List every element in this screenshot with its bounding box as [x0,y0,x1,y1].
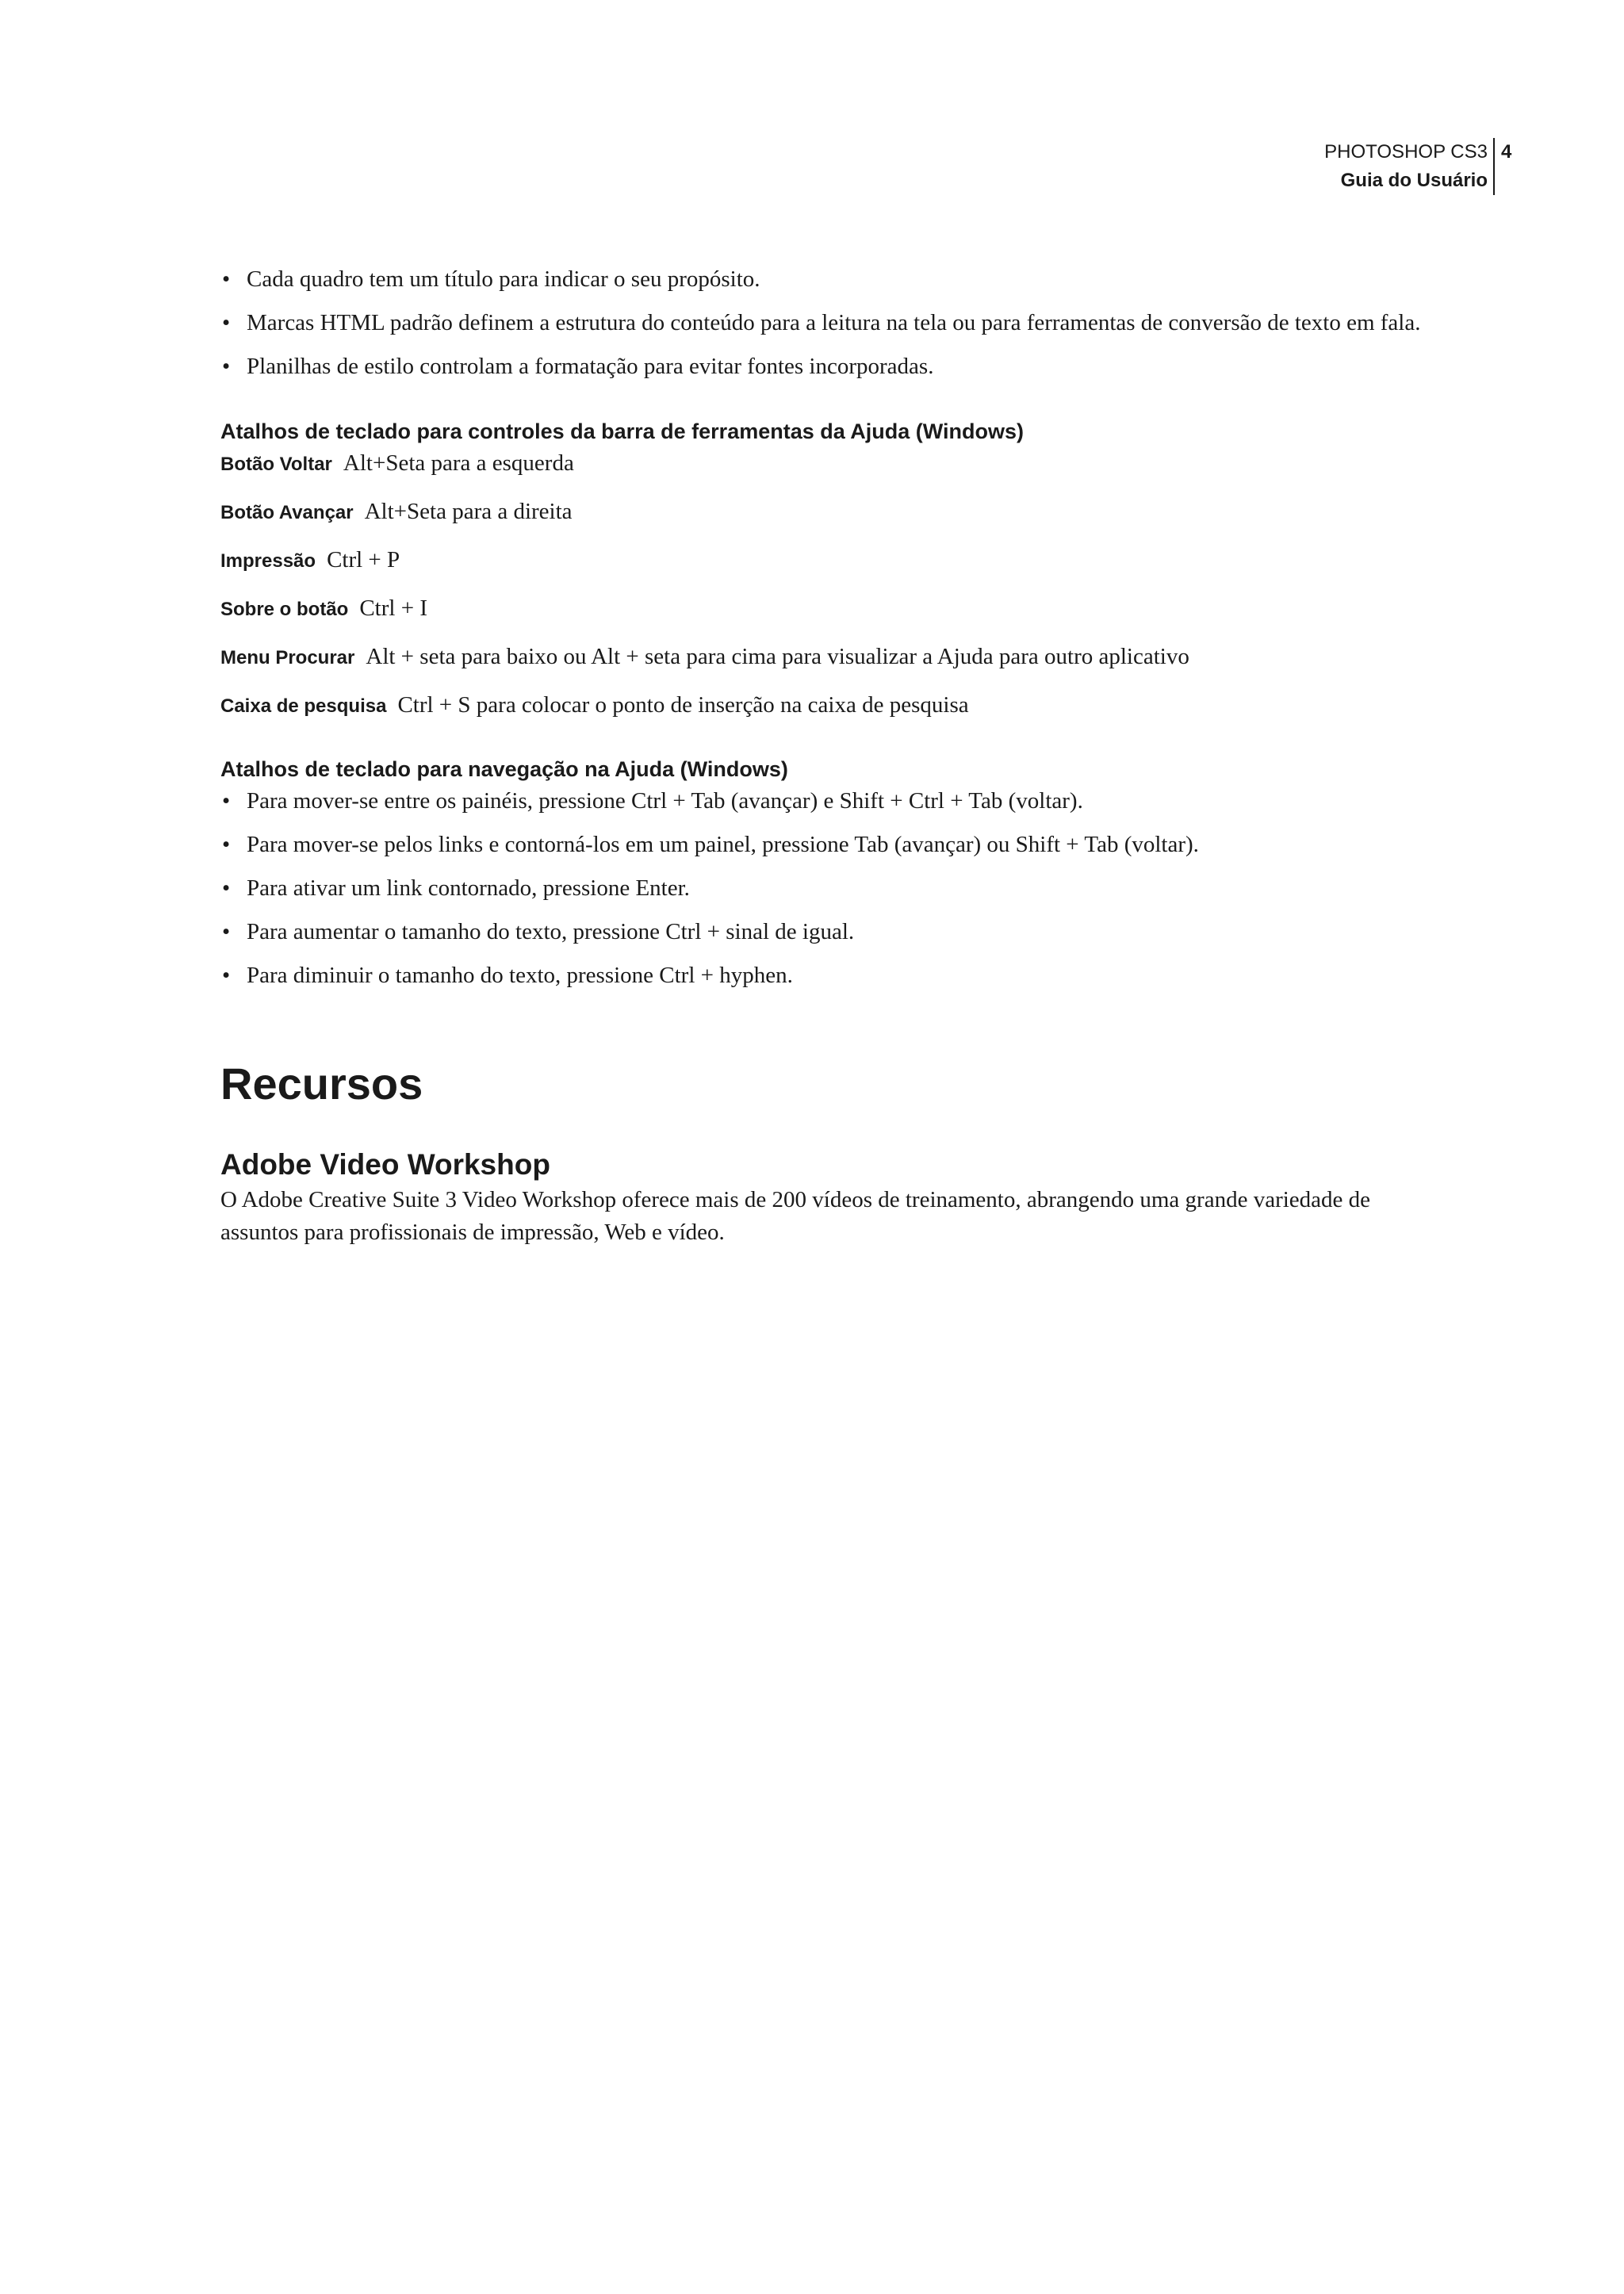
shortcut-key: Menu Procurar [220,647,355,668]
running-header [0,138,1624,198]
intro-bullet-list [220,263,1426,383]
navigation-bullet-item: • Para ativar um link contornado, pressione Enter. [220,872,1426,905]
intro-bullet-item: • Marcas HTML padrão definem a estrutura do conteúdo para a leitura na tela ou para ferramentas de conversão de texto em fala. [220,307,1426,339]
toolbar-shortcuts-heading: Atalhos de teclado para controles da barra de ferramentas da Ajuda (Windows) [220,419,1024,443]
header-divider [1493,138,1495,195]
header-text-block [1324,138,1488,195]
header-guide-name: Guia do Usuário [1340,170,1488,191]
shortcut-description: Alt+Seta para a direita [364,499,573,524]
navigation-bullet-item: • Para diminuir o tamanho do texto, pressione Ctrl + hyphen. [220,959,1426,992]
page-number: 4 [1501,141,1512,163]
shortcut-row [220,641,1426,674]
shortcut-key: Sobre o botão [220,599,349,620]
navigation-shortcuts-heading: Atalhos de teclado para navegação na Ajuda (Windows) [220,757,788,781]
shortcut-row [220,544,1426,577]
subsection-title: Adobe Video Workshop [220,1148,550,1181]
shortcut-key: Botão Avançar [220,502,354,523]
header-product-name: PHOTOSHOP CS3 [1324,141,1488,163]
shortcut-key: Impressão [220,550,316,572]
shortcut-key: Caixa de pesquisa [220,695,387,717]
section-title: Recursos [220,1059,423,1109]
navigation-bullet-item: • Para aumentar o tamanho do texto, pressione Ctrl + sinal de igual. [220,916,1426,948]
shortcut-row [220,689,1426,722]
navigation-bullet-item: • Para mover-se pelos links e contorná-los em um painel, pressione Tab (avançar) ou Shift + Tab (voltar). [220,829,1426,861]
body-paragraph: O Adobe Creative Suite 3 Video Workshop oferece mais de 200 vídeos de treinamento, abrangendo uma grande variedade de assuntos para profissionais de impressão, Web e vídeo. [220,1187,1371,1245]
page-content [220,263,1426,1249]
shortcut-description: Ctrl + I [359,596,427,621]
shortcut-description: Alt+Seta para a esquerda [343,450,574,476]
intro-bullet-item: • Cada quadro tem um título para indicar o seu propósito. [220,263,1426,296]
shortcut-description: Ctrl + S para colocar o ponto de inserção na caixa de pesquisa [397,692,969,718]
shortcut-row [220,496,1426,529]
shortcut-description: Alt + seta para baixo ou Alt + seta para cima para visualizar a Ajuda para outro aplicativo [366,644,1189,669]
navigation-bullet-list [220,785,1426,992]
toolbar-shortcut-list [220,447,1426,722]
shortcut-row [220,447,1426,481]
shortcut-description: Ctrl + P [327,547,400,573]
intro-bullet-item: • Planilhas de estilo controlam a formatação para evitar fontes incorporadas. [220,350,1426,383]
shortcut-row [220,592,1426,626]
shortcut-key: Botão Voltar [220,454,332,475]
navigation-bullet-item: • Para mover-se entre os painéis, pressione Ctrl + Tab (avançar) e Shift + Ctrl + Tab (voltar). [220,785,1426,818]
